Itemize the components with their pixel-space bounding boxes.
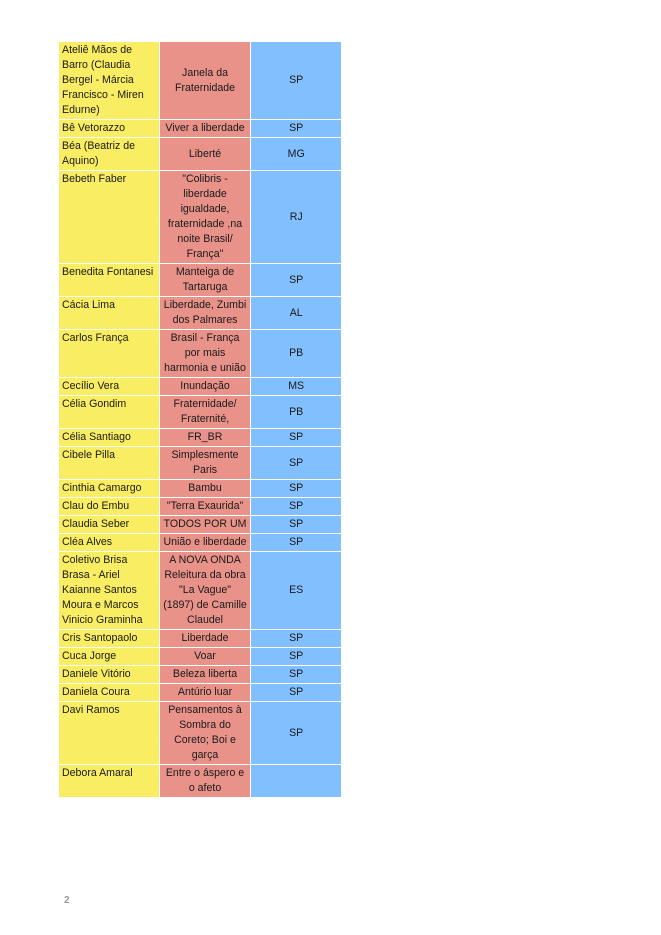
table-row (59, 630, 341, 648)
artwork-title-cell: Bambu (159, 480, 251, 498)
table-row (59, 702, 341, 765)
table-row (59, 498, 341, 516)
state-cell: SP (251, 648, 341, 666)
table-row (59, 378, 341, 396)
artist-name-cell: Clau do Embu (59, 498, 159, 516)
state-cell: SP (251, 480, 341, 498)
artwork-title-cell: Janela da Fraternidade (159, 42, 251, 120)
state-cell: PB (251, 396, 341, 429)
artwork-title-cell: União e liberdade (159, 534, 251, 552)
state-cell: RJ (251, 171, 341, 264)
state-cell: SP (251, 429, 341, 447)
table-row (59, 516, 341, 534)
table-row (59, 765, 341, 798)
artwork-title-cell: Voar (159, 648, 251, 666)
artist-name-cell: Cinthia Camargo (59, 480, 159, 498)
artist-name-cell: Béa (Beatriz de Aquino) (59, 138, 159, 171)
artist-name-cell: Daniele Vitório (59, 666, 159, 684)
artist-name-cell: Cris Santopaolo (59, 630, 159, 648)
state-cell: SP (251, 120, 341, 138)
table-row (59, 552, 341, 630)
table-row (59, 297, 341, 330)
artwork-title-cell: "Terra Exaurida" (159, 498, 251, 516)
state-cell: MG (251, 138, 341, 171)
table-row (59, 666, 341, 684)
artwork-title-cell: Simplesmente Paris (159, 447, 251, 480)
artwork-title-cell: Liberdade (159, 630, 251, 648)
artist-name-cell: Célia Santiago (59, 429, 159, 447)
table-row (59, 264, 341, 297)
artist-name-cell: Cácia Lima (59, 297, 159, 330)
artist-name-cell: Benedita Fontanesi (59, 264, 159, 297)
artist-name-cell: Bê Vetorazzo (59, 120, 159, 138)
table-row (59, 120, 341, 138)
state-cell: SP (251, 264, 341, 297)
table-row (59, 138, 341, 171)
page-number: 2 (64, 895, 70, 906)
artist-name-cell: Daniela Coura (59, 684, 159, 702)
table-row (59, 447, 341, 480)
table-row (59, 171, 341, 264)
artwork-title-cell: Antúrio luar (159, 684, 251, 702)
state-cell (251, 765, 341, 798)
artwork-title-cell: Brasil - França por mais harmonia e união (159, 330, 251, 378)
artwork-title-cell: Fraternidade/ Fraternité, (159, 396, 251, 429)
artwork-title-cell: Pensamentos à Sombra do Coreto; Boi e garça (159, 702, 251, 765)
state-cell: SP (251, 42, 341, 120)
artist-name-cell: Ateliê Mãos de Barro (Claudia Bergel - Márcia Francisco - Miren Edurne) (59, 42, 159, 120)
artwork-title-cell: Viver a liberdade (159, 120, 251, 138)
table-row (59, 42, 341, 120)
table-row (59, 429, 341, 447)
state-cell: MS (251, 378, 341, 396)
artwork-title-cell: Liberté (159, 138, 251, 171)
artist-name-cell: Davi Ramos (59, 702, 159, 765)
artwork-title-cell: Liberdade, Zumbi dos Palmares (159, 297, 251, 330)
artist-name-cell: Cibele Pilla (59, 447, 159, 480)
artist-name-cell: Célia Gondim (59, 396, 159, 429)
state-cell: SP (251, 630, 341, 648)
artist-name-cell: Bebeth Faber (59, 171, 159, 264)
artwork-title-cell: A NOVA ONDA Releitura da obra "La Vague" (1897) de Camille Claudel (159, 552, 251, 630)
state-cell: SP (251, 447, 341, 480)
artist-name-cell: Debora Amaral (59, 765, 159, 798)
state-cell: SP (251, 666, 341, 684)
table-row (59, 396, 341, 429)
table-row (59, 534, 341, 552)
state-cell: PB (251, 330, 341, 378)
table-row (59, 480, 341, 498)
state-cell: SP (251, 702, 341, 765)
artwork-title-cell: Inundação (159, 378, 251, 396)
artist-name-cell: Cecílio Vera (59, 378, 159, 396)
artist-name-cell: Coletivo Brisa Brasa - Ariel Kaianne Santos Moura e Marcos Vinicio Graminha (59, 552, 159, 630)
artwork-title-cell: Manteiga de Tartaruga (159, 264, 251, 297)
artwork-title-cell: "Colibris - liberdade igualdade, fraternidade ,na noite Brasil/ França" (159, 171, 251, 264)
artist-name-cell: Carlos França (59, 330, 159, 378)
artwork-title-cell: FR_BR (159, 429, 251, 447)
state-cell: AL (251, 297, 341, 330)
state-cell: SP (251, 534, 341, 552)
artwork-title-cell: Beleza liberta (159, 666, 251, 684)
artwork-title-cell: TODOS POR UM (159, 516, 251, 534)
state-cell: ES (251, 552, 341, 630)
artist-name-cell: Claudia Seber (59, 516, 159, 534)
artist-name-cell: Cléa Alves (59, 534, 159, 552)
table-row (59, 330, 341, 378)
artists-table-body (59, 42, 341, 797)
table-row (59, 684, 341, 702)
artist-name-cell: Cuca Jorge (59, 648, 159, 666)
state-cell: SP (251, 516, 341, 534)
artists-table (59, 42, 341, 797)
artwork-title-cell: Entre o áspero e o afeto (159, 765, 251, 798)
state-cell: SP (251, 498, 341, 516)
table-row (59, 648, 341, 666)
state-cell: SP (251, 684, 341, 702)
